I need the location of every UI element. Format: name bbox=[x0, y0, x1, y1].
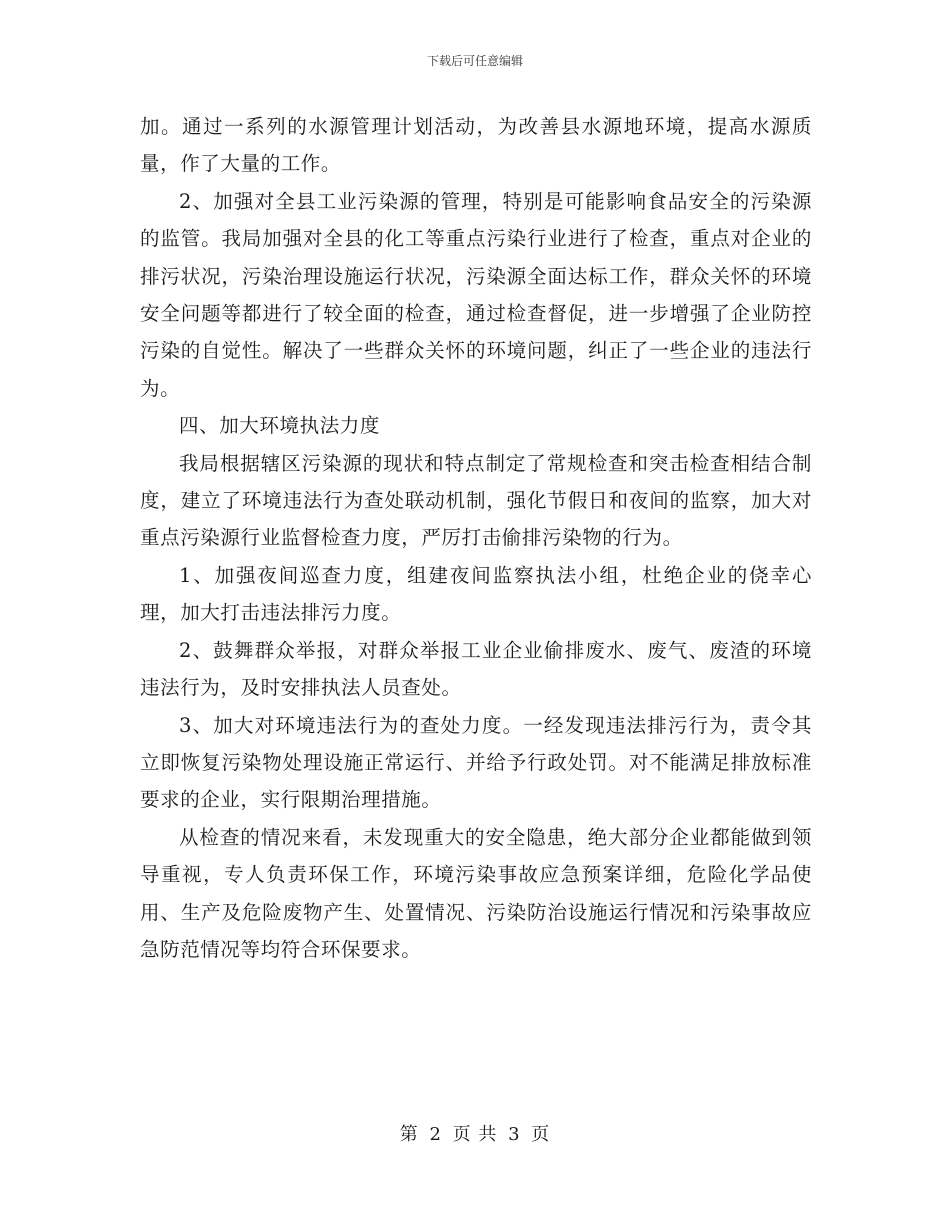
paragraph-5: 1、加强夜间巡查力度，组建夜间监察执法小组，杜绝企业的侥幸心理，加大打击违法排污力度。 bbox=[140, 563, 812, 625]
paragraph-4: 我局根据辖区污染源的现状和特点制定了常规检查和突击检查相结合制度，建立了环境违法行为查处联动机制，强化节假日和夜间的监察，加大对重点污染源行业监督检查力度，严厉打击偷排污染物的行为。 bbox=[140, 451, 812, 550]
page-header bbox=[0, 52, 950, 69]
document-body bbox=[140, 108, 812, 968]
footer-middle: 页 共 bbox=[452, 1124, 498, 1145]
footer-total-pages: 3 bbox=[508, 1124, 521, 1145]
paragraph-1: 加。通过一系列的水源管理计划活动，为改善县水源地环境，提高水源质量，作了大量的工作。 bbox=[140, 115, 812, 176]
footer-suffix: 页 bbox=[531, 1124, 551, 1145]
paragraph-8: 从检查的情况来看，未发现重大的安全隐患，绝大部分企业都能做到领导重视，专人负责环保工作，环境污染事故应急预案详细，危险化学品使用、生产及危险废物产生、处置情况、污染防治设施运行情况和污染事故应急防范情况等均符合环保要求。 bbox=[140, 825, 812, 961]
footer-prefix: 第 bbox=[399, 1124, 419, 1145]
paragraph-7: 3、加大对环境违法行为的查处力度。一经发现违法排污行为，责令其立即恢复污染物处理设施正常运行、并给予行政处罚。对不能满足排放标准要求的企业，实行限期治理措施。 bbox=[140, 713, 812, 812]
header-text: 下载后可任意编辑 bbox=[426, 54, 523, 68]
paragraph-6: 2、鼓舞群众举报，对群众举报工业企业偷排废水、废气、废渣的环境违法行为，及时安排执法人员查处。 bbox=[140, 638, 812, 700]
footer-page-number: 2 bbox=[429, 1124, 442, 1145]
paragraph-2: 2、加强对全县工业污染源的管理，特别是可能影响食品安全的污染源的监管。我局加强对全县的化工等重点污染行业进行了检查，重点对企业的排污状况，污染治理设施运行状况，污染源全面达标工作，群众关怀的环境安全问题等都进行了较全面的检查，通过检查督促，进一步增强了企业防控污染的自觉性。解决了一些群众关怀的环境问题，纠正了一些企业的违法行为。 bbox=[140, 189, 812, 400]
page-footer bbox=[0, 1120, 950, 1146]
section-heading: 四、加大环境执法力度 bbox=[179, 414, 381, 438]
